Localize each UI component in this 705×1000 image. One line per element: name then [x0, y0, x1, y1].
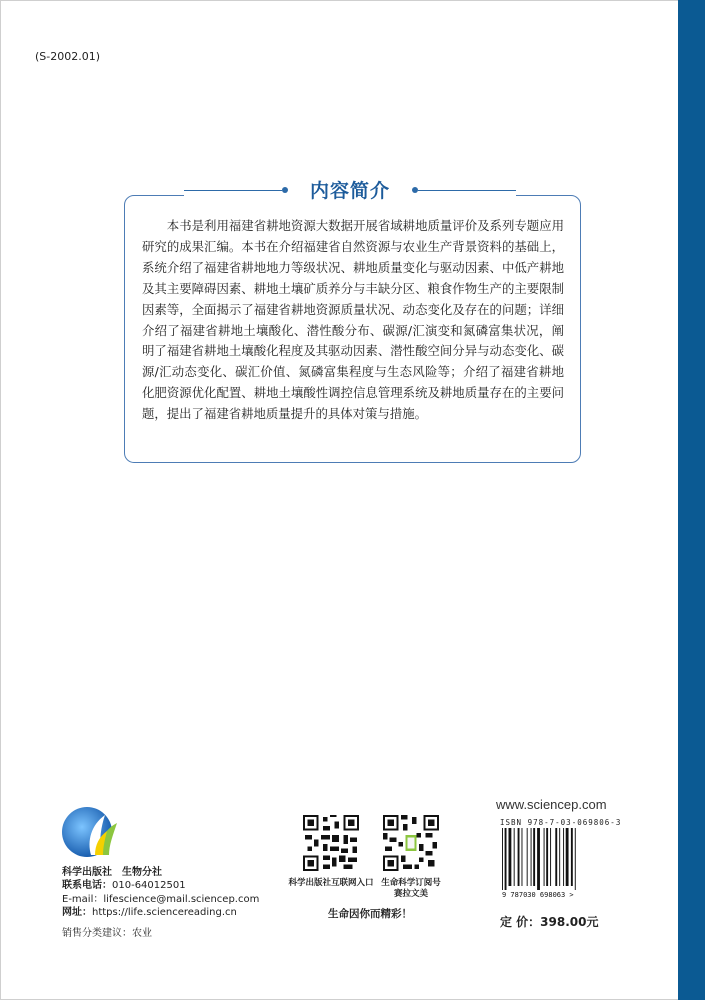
- barcode-bar: [522, 828, 523, 886]
- barcode-bar: [550, 828, 551, 886]
- qr-label-press: 科学出版社互联网入口: [288, 878, 374, 888]
- barcode-bar: [502, 828, 503, 890]
- barcode-bar: [571, 828, 573, 886]
- publisher-site[interactable]: https://life.sciencereading.cn: [92, 907, 237, 919]
- qr-label-subscription: 生命科学订阅号 赛拉文美: [381, 878, 441, 899]
- publisher-website[interactable]: www.sciencep.com: [496, 797, 607, 812]
- summary-title-bar: [184, 175, 516, 207]
- sales-category: 销售分类建议：农业: [62, 928, 152, 939]
- catalog-code: (S-2002.01): [35, 50, 101, 63]
- barcode-bar: [527, 828, 528, 886]
- isbn-barcode: [500, 828, 600, 898]
- barcode-bar: [566, 828, 569, 886]
- publisher-info: [62, 866, 259, 920]
- barcode-bar: [533, 828, 535, 886]
- barcode-bar: [555, 828, 557, 886]
- qr-code-icon[interactable]: [303, 815, 359, 871]
- publisher-phone-row: 联系电话：010-64012501: [62, 880, 186, 892]
- summary-title: 内容简介: [309, 180, 390, 202]
- barcode-bar: [563, 828, 564, 886]
- barcode-bar: [505, 828, 507, 890]
- science-press-logo-icon: [61, 805, 119, 860]
- isbn-text: ISBN 978-7-03-069806-3: [500, 818, 622, 827]
- barcode-bar: [544, 828, 545, 886]
- title-line-right: [418, 190, 516, 191]
- barcode-bar: [537, 828, 540, 890]
- summary-paragraph: 本书是利用福建省耕地资源大数据开展省域耕地质量评价及系列专题应用研究的成果汇编。本书在介绍福建省自然资源与农业生产背景资料的基础上，系统介绍了福建省耕地地力等级状况、耕地质量变化与驱动因素、中低产耕地及其主要障碍因素、耕地土壤矿质养分与丰缺分区、粮食作物生产的主要限制因素等，全面揭示了福建省耕地资源质量状况、动态变化及存在的问题；详细介绍了福建省耕地土壤酸化、潜性酸分布、碳源/汇演变和氮磷富集状况，阐明了福建省耕地土壤酸化程度及其驱动因素、潜性酸空间分异与动态变化、碳源/汇动态变化、碳汇价值、氮磷富集程度与生态风险等；介绍了福建省耕地化肥资源优化配置、耕地土壤酸性调控信息管理系统及耕地质量存在的主要问题，提出了福建省耕地质量提升的具体对策与措施。: [142, 218, 564, 422]
- publisher-email[interactable]: lifescience@mail.sciencep.com: [103, 893, 260, 905]
- barcode-bar: [575, 828, 576, 890]
- price: 定 价：398.00元: [500, 915, 599, 929]
- barcode-bar: [559, 828, 560, 886]
- publisher-email-row: E-mail：lifescience@mail.sciencep.com: [62, 893, 260, 905]
- publisher-name: 科学出版社 生物分社: [62, 867, 162, 878]
- spine-stripe: [678, 0, 705, 1000]
- barcode-bar: [531, 828, 532, 886]
- barcode-bar: [518, 828, 520, 886]
- title-line-left: [184, 190, 282, 191]
- slogan: 生命因你而精彩！: [328, 908, 412, 920]
- publisher-site-row: 网址：https://life.sciencereading.cn: [62, 907, 237, 919]
- barcode-bar: [546, 828, 548, 886]
- qr-code-icon[interactable]: [383, 815, 439, 871]
- barcode-bar: [509, 828, 512, 886]
- barcode-bar: [514, 828, 515, 886]
- barcode-digits: 9 787030 698063 >: [502, 891, 574, 898]
- summary-text: [142, 216, 564, 425]
